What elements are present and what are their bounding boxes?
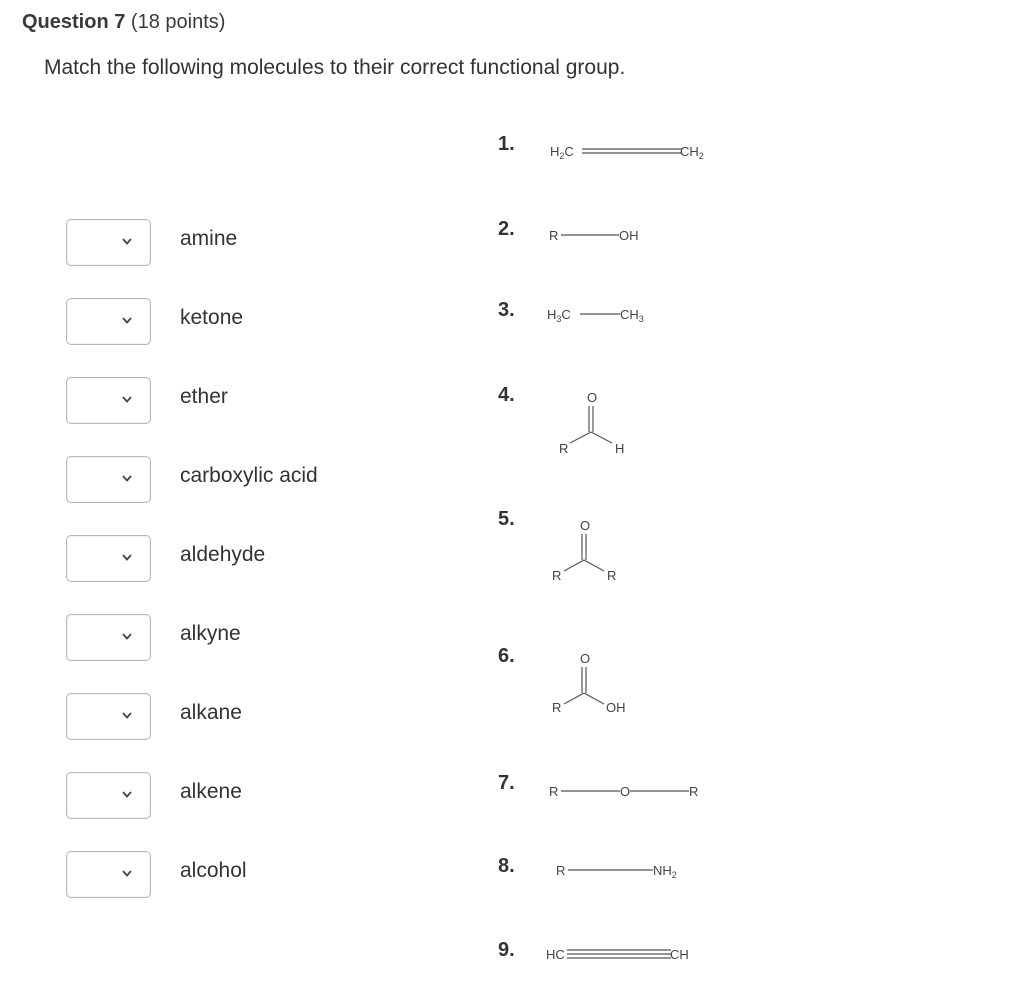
answer-dropdown[interactable]	[66, 772, 151, 819]
atom-label: OH	[606, 700, 626, 715]
match-row	[0, 693, 480, 743]
atom-label: O	[587, 390, 598, 405]
alkyne-structure	[546, 943, 716, 965]
atom-label: R	[549, 784, 559, 799]
chevron-down-icon	[122, 712, 132, 719]
ethene-structure	[546, 141, 716, 163]
atom-subscript: 2	[559, 151, 565, 161]
molecule-number: 2.	[498, 218, 515, 240]
atom-subscript: 3	[556, 314, 562, 324]
atom-label: CH	[670, 947, 689, 962]
answer-dropdown[interactable]	[66, 535, 151, 582]
molecule-number: 8.	[498, 855, 515, 877]
svg-text:CH2	[680, 144, 704, 161]
term-label: alkyne	[180, 622, 241, 645]
atom-label: R	[552, 700, 562, 715]
term-label: alcohol	[180, 859, 247, 882]
answer-dropdown[interactable]	[66, 219, 151, 266]
atom-label: C	[561, 307, 571, 322]
match-row	[0, 772, 480, 822]
atom-label: O	[580, 651, 591, 666]
answer-dropdown[interactable]	[66, 693, 151, 740]
match-row	[0, 614, 480, 664]
match-row	[0, 377, 480, 427]
term-label: amine	[180, 227, 238, 250]
answer-dropdown[interactable]	[66, 377, 151, 424]
aldehyde-structure	[546, 388, 646, 460]
atom-label: R	[552, 568, 562, 583]
match-row	[0, 298, 480, 348]
answer-dropdown[interactable]	[66, 456, 151, 503]
svg-text:CH3	[620, 307, 644, 324]
answer-dropdown[interactable]	[66, 851, 151, 898]
svg-text:H3C	[547, 307, 571, 324]
question-prompt: Match the following molecules to their correct functional group.	[44, 56, 626, 79]
molecule-number: 1.	[498, 133, 515, 155]
molecule-number: 5.	[498, 508, 515, 530]
atom-label: R	[549, 228, 559, 243]
atom-subscript: 3	[638, 314, 644, 324]
chevron-down-icon	[122, 870, 132, 877]
term-label: ketone	[180, 306, 244, 329]
question-header	[22, 11, 225, 34]
term-label: aldehyde	[180, 543, 266, 566]
term-label: alkane	[180, 701, 242, 724]
atom-label: O	[620, 784, 631, 799]
atom-subscript: 2	[671, 870, 677, 880]
chevron-down-icon	[122, 238, 132, 245]
answer-dropdown[interactable]	[66, 614, 151, 661]
term-label: ether	[180, 385, 228, 408]
atom-label: OH	[619, 228, 639, 243]
amine-structure	[546, 859, 726, 881]
chevron-down-icon	[122, 554, 132, 561]
atom-label: NH	[653, 863, 672, 878]
chevron-down-icon	[122, 317, 132, 324]
atom-label: O	[580, 518, 591, 533]
chevron-down-icon	[122, 791, 132, 798]
term-label: carboxylic acid	[180, 464, 318, 487]
atom-label: CH	[680, 144, 699, 159]
chevron-down-icon	[122, 396, 132, 403]
molecule-number: 7.	[498, 772, 515, 794]
atom-label: H	[547, 307, 557, 322]
term-label: alkene	[180, 780, 242, 803]
answer-dropdown[interactable]	[66, 298, 151, 345]
match-row	[0, 535, 480, 585]
match-row	[0, 851, 480, 901]
molecule-number: 3.	[498, 299, 515, 321]
ethane-structure	[546, 303, 676, 325]
alcohol-structure	[546, 224, 666, 246]
match-row	[0, 219, 480, 269]
molecule-number: 4.	[498, 384, 515, 406]
chevron-down-icon	[122, 475, 132, 482]
atom-label: CH	[620, 307, 639, 322]
ether-structure	[546, 780, 716, 802]
atom-label: R	[559, 441, 569, 456]
atom-label: R	[556, 863, 566, 878]
molecule-number: 9.	[498, 939, 515, 961]
chevron-down-icon	[122, 633, 132, 640]
svg-text:H2C	[550, 144, 574, 161]
ketone-structure	[546, 516, 646, 588]
atom-label: R	[607, 568, 617, 583]
molecule-number: 6.	[498, 645, 515, 667]
atom-label: H	[615, 441, 625, 456]
match-row	[0, 456, 480, 506]
atom-label: H	[550, 144, 560, 159]
atom-label: R	[689, 784, 699, 799]
atom-label: HC	[546, 947, 565, 962]
question-label: Question 7	[22, 11, 126, 33]
question-points: (18 points)	[130, 11, 226, 33]
atom-label: C	[564, 144, 574, 159]
carboxylic-acid-structure	[546, 649, 656, 721]
svg-text:NH2	[653, 863, 677, 880]
atom-subscript: 2	[698, 151, 704, 161]
